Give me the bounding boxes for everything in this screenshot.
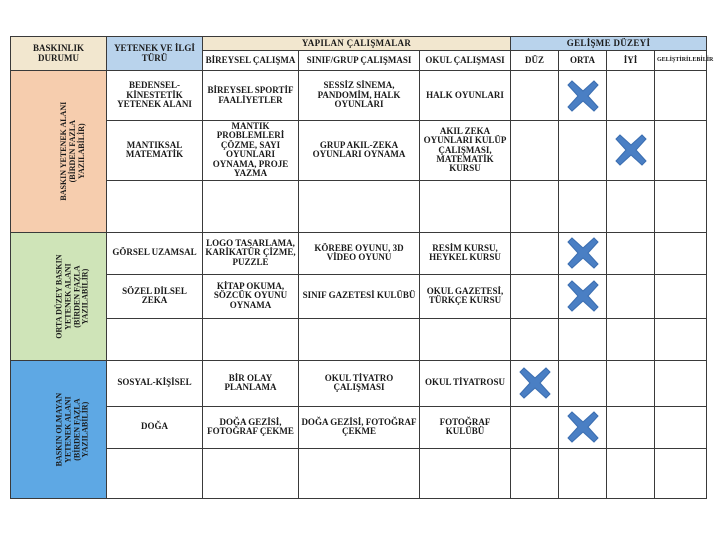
level-gelistirilebilir: [655, 180, 707, 232]
row-sinif: [299, 448, 420, 498]
header-bireysel: BİREYSEL ÇALIŞMA: [203, 51, 299, 71]
level-orta: [559, 318, 607, 360]
row-bireysel: [203, 318, 299, 360]
row-sinif: SESSİZ SİNEMA, PANDOMİM, HALK OYUNLARI: [299, 71, 420, 121]
level-orta: [559, 71, 607, 121]
level-gelistirilebilir: [655, 232, 707, 274]
row-sinif: OKUL TİYATRO ÇALIŞMASI: [299, 360, 420, 406]
level-gelistirilebilir: [655, 121, 707, 181]
header-okul: OKUL ÇALIŞMASI: [420, 51, 511, 71]
level-orta: [559, 180, 607, 232]
row-okul: AKIL ZEKA OYUNLARI KULÜP ÇALIŞMASI, MATEMATİK KURSU: [420, 121, 511, 181]
row-bireysel: KİTAP OKUMA, SÖZCÜK OYUNU OYNAMA: [203, 274, 299, 318]
level-iyi: [607, 274, 655, 318]
row-sinif: SINIF GAZETESİ KULÜBÜ: [299, 274, 420, 318]
row-type: DOĞA: [107, 406, 203, 448]
header-gelisme: GELİŞME DÜZEYİ: [511, 37, 707, 51]
x-mark-icon: [566, 236, 600, 270]
row-sinif: [299, 180, 420, 232]
row-type: GÖRSEL UZAMSAL: [107, 232, 203, 274]
row-sinif: KÖREBE OYUNU, 3D VİDEO OYUNU: [299, 232, 420, 274]
level-iyi: [607, 180, 655, 232]
row-bireysel: BİREYSEL SPORTİF FAALİYETLER: [203, 71, 299, 121]
level-duz: [511, 360, 559, 406]
row-bireysel: [203, 180, 299, 232]
x-mark-icon: [566, 79, 600, 113]
header-gelistirilebilir: GELİŞTİRİLEBİLİR: [655, 51, 707, 71]
group-dominant: BASKIN YETENEK ALANI (BİRDEN FAZLA YAZILABİLİR): [11, 71, 107, 233]
header-baskinlik: BASKINLIK DURUMU: [11, 37, 107, 71]
level-duz: [511, 274, 559, 318]
row-okul: HALK OYUNLARI: [420, 71, 511, 121]
header-duz: DÜZ: [511, 51, 559, 71]
row-type: SOSYAL-KİŞİSEL: [107, 360, 203, 406]
row-bireysel: MANTIK PROBLEMLERİ ÇÖZME, SAYI OYUNLARI OYNAMA, PROJE YAZMA: [203, 121, 299, 181]
group-medium: ORTA DÜZEY BASKIN YETENEK ALANI (BİRDEN FAZLA YAZILABİLİR): [11, 232, 107, 360]
level-iyi: [607, 71, 655, 121]
level-orta: [559, 406, 607, 448]
row-type: SÖZEL DİLSEL ZEKA: [107, 274, 203, 318]
level-orta: [559, 274, 607, 318]
row-okul: [420, 318, 511, 360]
row-okul: OKUL TİYATROSU: [420, 360, 511, 406]
row-type: BEDENSEL-KİNESTETİK YETENEK ALANI: [107, 71, 203, 121]
row-bireysel: [203, 448, 299, 498]
level-orta: [559, 448, 607, 498]
level-duz: [511, 406, 559, 448]
x-mark-icon: [566, 410, 600, 444]
level-gelistirilebilir: [655, 406, 707, 448]
header-orta: ORTA: [559, 51, 607, 71]
row-okul: OKUL GAZETESİ, TÜRKÇE KURSU: [420, 274, 511, 318]
level-gelistirilebilir: [655, 274, 707, 318]
level-gelistirilebilir: [655, 360, 707, 406]
row-sinif: GRUP AKIL-ZEKA OYUNLARI OYNAMA: [299, 121, 420, 181]
level-orta: [559, 360, 607, 406]
level-iyi: [607, 232, 655, 274]
row-type: [107, 448, 203, 498]
row-type: [107, 180, 203, 232]
x-mark-icon: [566, 279, 600, 313]
x-mark-icon: [518, 366, 552, 400]
development-table: [10, 36, 714, 499]
header-iyi: İYİ: [607, 51, 655, 71]
row-sinif: DOĞA GEZİSİ, FOTOĞRAF ÇEKME: [299, 406, 420, 448]
row-type: MANTIKSAL MATEMATİK: [107, 121, 203, 181]
level-iyi: [607, 360, 655, 406]
level-duz: [511, 180, 559, 232]
row-bireysel: BİR OLAY PLANLAMA: [203, 360, 299, 406]
level-gelistirilebilir: [655, 318, 707, 360]
row-type: [107, 318, 203, 360]
row-okul: RESİM KURSU, HEYKEL KURSU: [420, 232, 511, 274]
level-iyi: [607, 448, 655, 498]
level-duz: [511, 232, 559, 274]
level-orta: [559, 232, 607, 274]
header-sinif: SINIF/GRUP ÇALIŞMASI: [299, 51, 420, 71]
level-gelistirilebilir: [655, 71, 707, 121]
row-okul: [420, 180, 511, 232]
header-yapilan: YAPILAN ÇALIŞMALAR: [203, 37, 511, 51]
level-duz: [511, 318, 559, 360]
row-bireysel: LOGO TASARLAMA, KARİKATÜR ÇİZME, PUZZLE: [203, 232, 299, 274]
level-duz: [511, 71, 559, 121]
row-sinif: [299, 318, 420, 360]
level-gelistirilebilir: [655, 448, 707, 498]
level-duz: [511, 448, 559, 498]
row-bireysel: DOĞA GEZİSİ, FOTOĞRAF ÇEKME: [203, 406, 299, 448]
row-okul: [420, 448, 511, 498]
level-iyi: [607, 406, 655, 448]
header-yetenek: YETENEK VE İLGİ TÜRÜ: [107, 37, 203, 71]
level-orta: [559, 121, 607, 181]
group-nondominant: BASKIN OLMAYAN YETENEK ALANI (BİRDEN FAZLA YAZILABİLİR): [11, 360, 107, 498]
row-okul: FOTOĞRAF KULÜBÜ: [420, 406, 511, 448]
level-iyi: [607, 121, 655, 181]
level-duz: [511, 121, 559, 181]
x-mark-icon: [614, 133, 648, 167]
level-iyi: [607, 318, 655, 360]
